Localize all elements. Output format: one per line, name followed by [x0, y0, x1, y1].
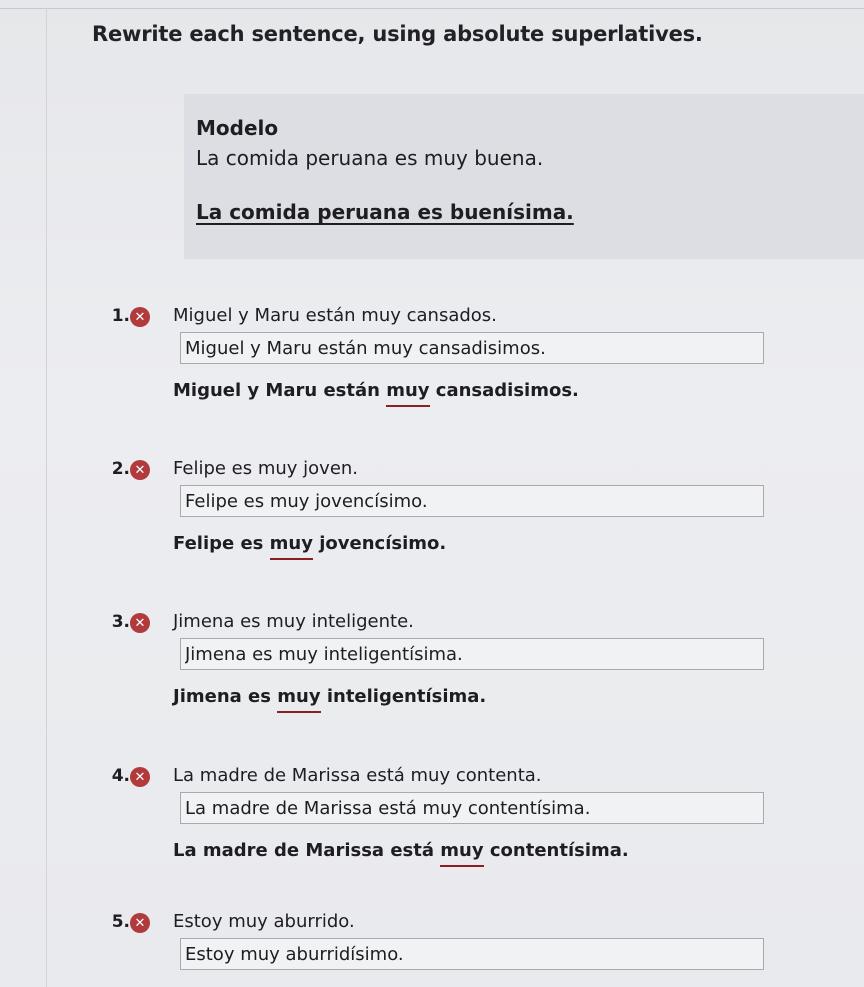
item-prompt: La madre de Marissa está muy contenta.: [173, 765, 542, 786]
exercise-item-5: [0, 912, 864, 987]
model-sentence: La comida peruana es muy buena.: [196, 146, 544, 170]
correct-answer-marked-word: muy: [386, 380, 429, 407]
correct-answer: [173, 686, 486, 707]
item-number: 1.: [111, 306, 130, 326]
correct-answer-prefix: Jimena es: [173, 686, 278, 707]
model-title: Modelo: [196, 116, 279, 140]
correct-answer-suffix: inteligentísima.: [320, 686, 487, 707]
model-box: [184, 94, 864, 259]
item-number: 3.: [111, 612, 130, 632]
correct-answer-prefix: La madre de Marissa está: [173, 840, 441, 861]
correct-answer: [173, 380, 579, 401]
correct-answer-prefix: Miguel y Maru están: [173, 380, 387, 401]
correct-answer-prefix: Felipe es: [173, 533, 270, 554]
exercise-item-4: [0, 766, 864, 896]
incorrect-x-icon: ✕: [130, 307, 150, 327]
model-answer: La comida peruana es buenísima.: [196, 200, 574, 224]
answer-input[interactable]: [180, 332, 764, 364]
correct-answer-suffix: jovencísimo.: [312, 533, 447, 554]
correct-answer: [173, 840, 629, 861]
correct-answer-marked-word: muy: [277, 686, 320, 713]
instruction-text: Rewrite each sentence, using absolute superlatives.: [92, 22, 703, 46]
incorrect-x-icon: ✕: [130, 460, 150, 480]
exercise-item-2: [0, 459, 864, 589]
incorrect-x-icon: ✕: [130, 913, 150, 933]
item-prompt: Miguel y Maru están muy cansados.: [173, 305, 497, 326]
answer-input[interactable]: [180, 938, 764, 970]
incorrect-x-icon: ✕: [130, 767, 150, 787]
correct-answer-suffix: cansadisimos.: [429, 380, 579, 401]
answer-input[interactable]: [180, 638, 764, 670]
item-prompt: Jimena es muy inteligente.: [173, 611, 414, 632]
answer-input[interactable]: [180, 485, 764, 517]
correct-answer-marked-word: muy: [440, 840, 483, 867]
item-number: 5.: [111, 912, 130, 932]
incorrect-x-icon: ✕: [130, 613, 150, 633]
item-number: 4.: [111, 766, 130, 786]
answer-input[interactable]: [180, 792, 764, 824]
top-divider: [0, 8, 864, 9]
exercise-item-1: [0, 306, 864, 436]
item-prompt: Felipe es muy joven.: [173, 458, 359, 479]
correct-answer-suffix: contentísima.: [483, 840, 629, 861]
correct-answer: [173, 533, 446, 554]
correct-answer-marked-word: muy: [270, 533, 313, 560]
exercise-item-3: [0, 612, 864, 742]
item-prompt: Estoy muy aburrido.: [173, 911, 355, 932]
item-number: 2.: [111, 459, 130, 479]
